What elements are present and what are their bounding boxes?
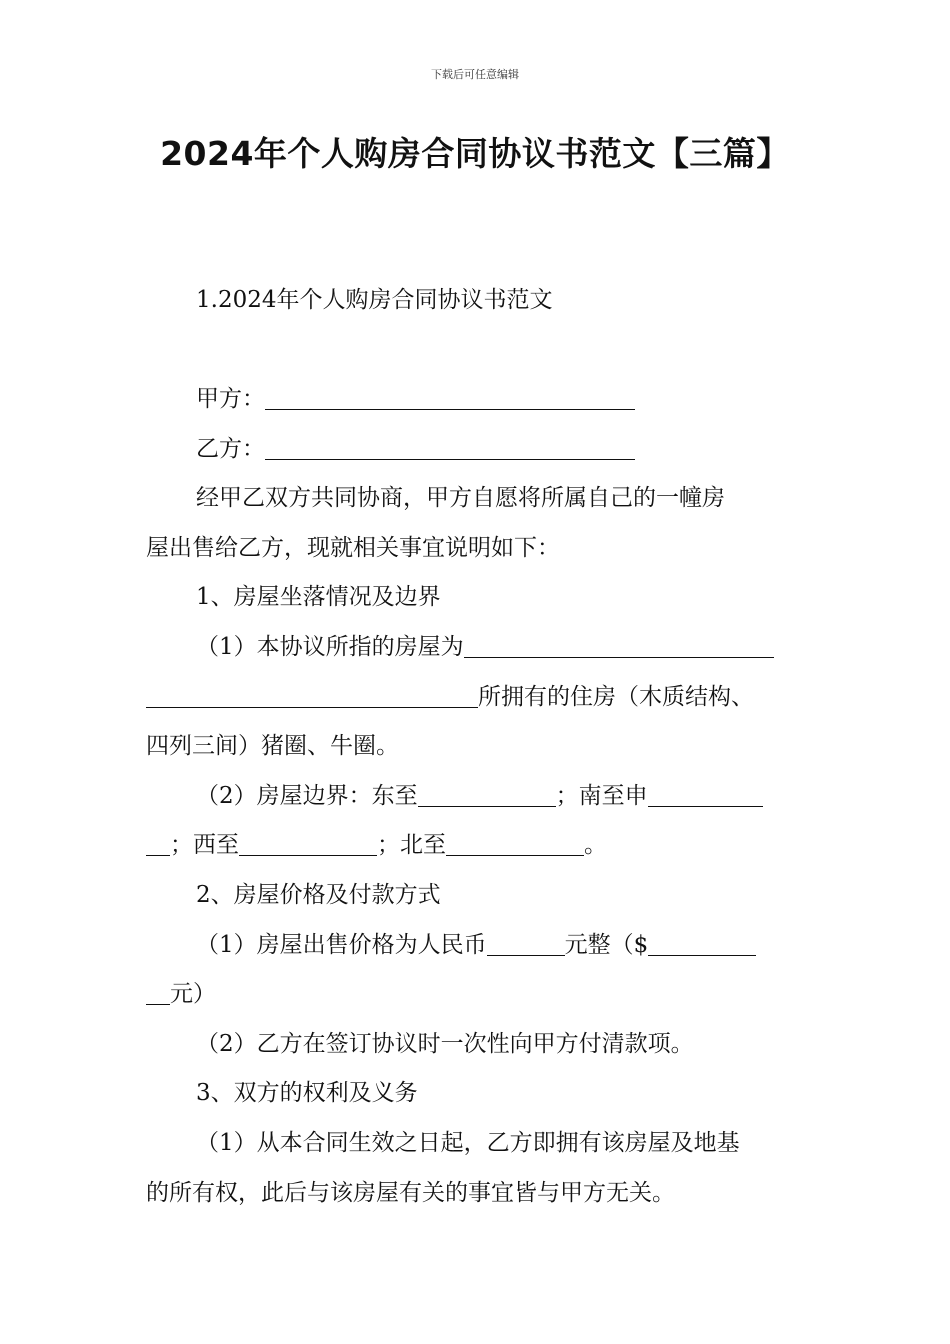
item2-title: 2、房屋价格及付款方式 [196,882,441,908]
item1-1-suffix: 所拥有的住房（木质结构、 [478,684,754,710]
party-a-line [196,384,860,414]
item2-1-line2 [146,979,810,1009]
item1-1-line2 [146,682,810,712]
south-boundary-blank [648,784,763,807]
item2-1-mid: 元整（$ [564,932,649,958]
item3-1-line2: 的所有权，此后与该房屋有关的事宜皆与甲方无关。 [146,1180,675,1206]
item2-1-prefix: （1）房屋出售价格为人民币 [196,932,487,958]
item1-1-line1 [196,632,860,662]
intro-line-2: 屋出售给乙方，现就相关事宜说明如下： [146,535,560,561]
item2-1-line1 [196,930,860,960]
party-a-label: 甲方： [196,386,265,412]
party-a-blank [265,387,635,410]
item1-title: 1、房屋坐落情况及边界 [196,584,441,610]
item1-2-north-label: ；北至 [377,832,446,858]
party-b-line [196,434,860,464]
price-rmb-blank [487,933,565,956]
page-header: 下载后可任意编辑 [431,68,519,81]
item2-1-end: 元） [170,981,216,1007]
east-boundary-blank [418,784,556,807]
price-usd-blank [648,933,756,956]
south-boundary-blank-cont [146,833,170,856]
party-b-blank [265,437,635,460]
party-b-label: 乙方： [196,436,265,462]
item1-1-prefix: （1）本协议所指的房屋为 [196,634,464,660]
intro-line-1: 经甲乙双方共同协商，甲方自愿将所属自己的一幢房 [196,485,725,511]
item1-2-prefix: （2）房屋边界：东至 [196,783,418,809]
item3-title: 3、双方的权利及义务 [196,1080,418,1106]
item1-2-west-label: ；西至 [170,832,239,858]
document-title: 2024年个人购房合同协议书范文【三篇】 [160,134,790,173]
item3-1-line1: （1）从本合同生效之日起，乙方即拥有该房屋及地基 [196,1130,740,1156]
item1-1-line3: 四列三间）猪圈、牛圈。 [146,733,399,759]
price-usd-blank-cont [146,982,170,1005]
section-heading: 1.2024年个人购房合同协议书范文 [196,287,553,313]
item1-2-line1 [196,781,860,811]
item1-2-south-label: ；南至申 [555,783,648,809]
item1-2-end: 。 [584,832,607,858]
item1-2-line2 [146,830,810,860]
owner-blank [146,685,478,708]
west-boundary-blank [239,833,377,856]
item2-2: （2）乙方在签订协议时一次性向甲方付清款项。 [196,1031,694,1057]
house-location-blank [464,635,774,658]
north-boundary-blank [446,833,584,856]
